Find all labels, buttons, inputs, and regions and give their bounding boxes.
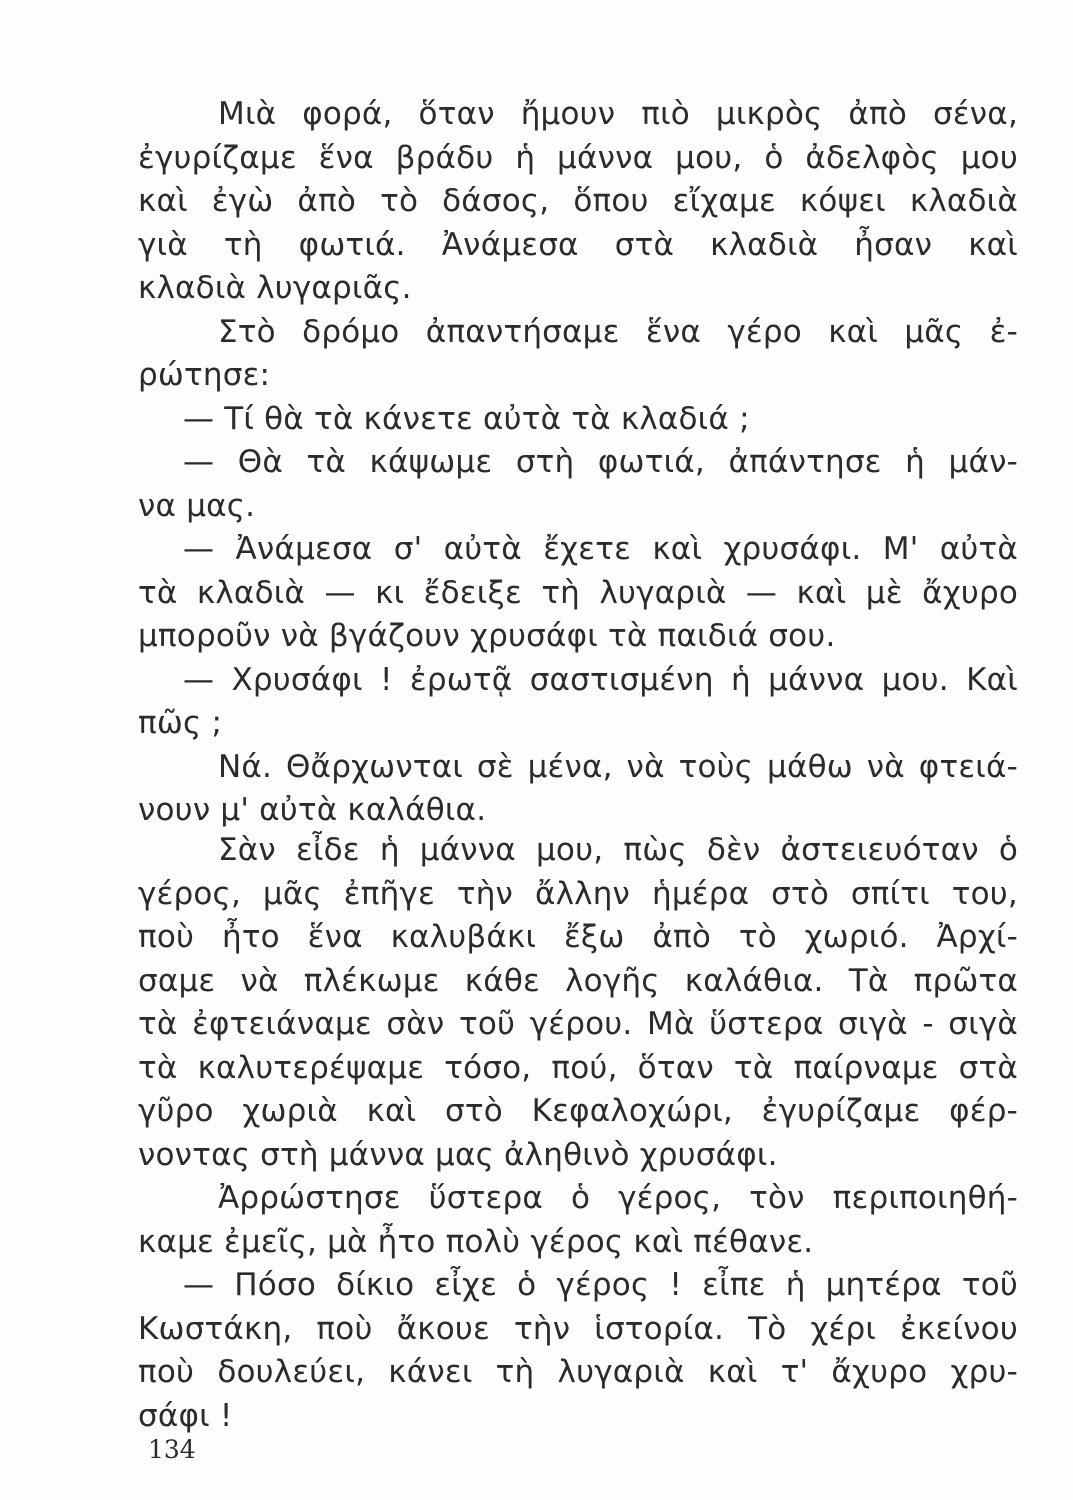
text-line: κλαδιὰ λυγαριᾶς. bbox=[138, 270, 412, 306]
text-line: να μας. bbox=[138, 487, 256, 524]
text-line: μποροῦν νὰ βγάζουν χρυσάφι τὰ παιδιά σου. bbox=[138, 618, 836, 654]
text-line: καμε ἐμεῖς, μὰ ἦτο πολὺ γέρος καὶ πέθανε. bbox=[138, 1223, 814, 1260]
text-line: νουν μ' αὐτὰ καλάθια. bbox=[138, 792, 487, 828]
text-line: Σὰν εἶδε ἡ μάννα μου, πὼς δὲν ἀστειευόταν ὁ bbox=[218, 832, 1018, 868]
text-line: σάφι ! bbox=[138, 1397, 233, 1434]
text-line: τὰ ἐφτειάναμε σὰν τοῦ γέρου. Μὰ ὕστερα σιγὰ - σιγὰ bbox=[138, 1006, 1018, 1042]
text-line: — Ἀνάμεσα σ' αὐτὰ ἔχετε καὶ χρυσάφι. Μ' αὐτὰ bbox=[183, 531, 1018, 567]
paragraph-block-story-end bbox=[138, 829, 1018, 1438]
text-line: Στὸ δρόμο ἀπαντήσαμε ἕνα γέρο καὶ μᾶς ἐ- bbox=[218, 313, 1018, 350]
text-line: γιὰ τὴ φωτιά. Ἀνάμεσα στὰ κλαδιὰ ἦσαν καὶ bbox=[138, 226, 1018, 263]
text-line: ρώτησε: bbox=[138, 357, 271, 393]
text-line: τὰ κλαδιὰ — κι ἔδειξε τὴ λυγαριὰ — καὶ μὲ ἄχυρο bbox=[138, 574, 1018, 611]
text-line: ποὺ δουλεύει, κάνει τὴ λυγαριὰ καὶ τ' ἄχυρο χρυ- bbox=[138, 1354, 1018, 1390]
text-line: νοντας στὴ μάννα μας ἀληθινὸ χρυσάφι. bbox=[138, 1136, 778, 1173]
text-line: πῶς ; bbox=[138, 705, 223, 741]
text-line: γέρος, μᾶς ἐπῆγε τὴν ἄλλην ἡμέρα στὸ σπίτι του, bbox=[138, 875, 1018, 912]
text-line: Μιὰ φορά, ὅταν ἤμουν πιὸ μικρὸς ἀπὸ σένα, bbox=[218, 96, 1018, 132]
text-line: γῦρο χωριὰ καὶ στὸ Κεφαλοχώρι, ἐγυρίζαμε φέρ- bbox=[138, 1093, 1018, 1129]
text-line: — Πόσο δίκιο εἶχε ὁ γέρος ! εἶπε ἡ μητέρα τοῦ bbox=[183, 1267, 1018, 1303]
text-line: ποὺ ἦτο ἕνα καλυβάκι ἔξω ἀπὸ τὸ χωριό. Ἀρχί- bbox=[138, 919, 1018, 955]
text-line: καὶ ἐγὼ ἀπὸ τὸ δάσος, ὅπου εἴχαμε κόψει κλαδιὰ bbox=[138, 183, 1018, 219]
text-line: σαμε νὰ πλέκωμε κάθε λογῆς καλάθια. Τὰ πρῶτα bbox=[138, 962, 1018, 999]
text-line: Νά. Θἄρχωνται σὲ μένα, νὰ τοὺς μάθω νὰ φτειά- bbox=[218, 748, 1018, 785]
page-number: 134 bbox=[148, 1435, 196, 1464]
text-line: ἐγυρίζαμε ἕνα βράδυ ἡ μάννα μου, ὁ ἀδελφὸς μου bbox=[138, 139, 1018, 176]
text-line: Ἀρρώστησε ὕστερα ὁ γέρος, τὸν περιποιηθή- bbox=[218, 1180, 1018, 1216]
text-line: — Τί θὰ τὰ κάνετε αὐτὰ τὰ κλαδιά ; bbox=[183, 400, 750, 437]
text-line: Κωστάκη, ποὺ ἄκουε τὴν ἱστορία. Τὸ χέρι ἐκείνου bbox=[138, 1310, 1018, 1347]
paragraph-block-story-start bbox=[138, 93, 1018, 833]
text-line: — Θὰ τὰ κάψωμε στὴ φωτιά, ἀπάντησε ἡ μάν- bbox=[183, 444, 1018, 480]
text-line: τὰ καλυτερέψαμε τόσο, πού, ὅταν τὰ παίρναμε στὰ bbox=[138, 1049, 1018, 1086]
text-line: — Χρυσάφι ! ἐρωτᾷ σαστισμένη ἡ μάννα μου. Καὶ bbox=[183, 661, 1018, 698]
